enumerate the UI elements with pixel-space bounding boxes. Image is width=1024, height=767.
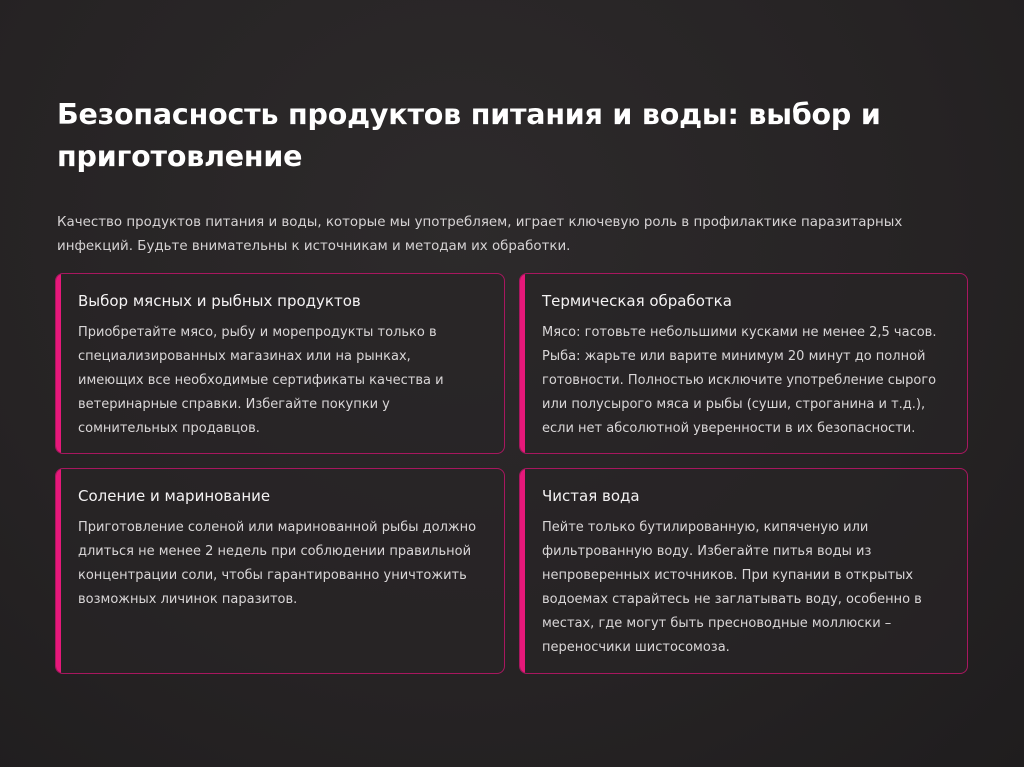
card-clean-water [519,468,968,674]
card-title: Выбор мясных и рыбных продуктов [78,292,361,310]
card-text: Приобретайте мясо, рыбу и морепродукты только в специализированных магазинах или на рынках, имеющих все необходимые сертификаты качества и ветеринарные справки. Избегайте покупки у сомнительных продавцов. [78,325,444,436]
card-title: Термическая обработка [542,292,732,310]
card-accent-bar [56,469,61,673]
card-accent-bar [520,274,525,453]
card-title: Чистая вода [542,487,640,505]
card-text: Мясо: готовьте небольшими кусками не менее 2,5 часов. Рыба: жарьте или варите минимум 20 минут до полной готовности. Полностью исключите употребление сырого или полусырого мяса и рыбы (суши, строганина и т.д.), если нет абсолютной уверенности в их безопасности. [542,325,937,436]
card-accent-bar [520,469,525,673]
card-meat-fish-selection [55,273,505,454]
page-title: Безопасность продуктов питания и воды: выбор и приготовление [57,98,881,173]
card-text: Приготовление соленой или маринованной рыбы должно длиться не менее 2 недель при соблюдении правильной концентрации соли, чтобы гарантированно уничтожить возможных личинок паразитов. [78,520,477,607]
card-heat-treatment [519,273,968,454]
card-title: Соление и маринование [78,487,271,505]
card-text: Пейте только бутилированную, кипяченую или фильтрованную воду. Избегайте питья воды из непроверенных источников. При купании в открытых водоемах старайтесь не заглатывать воду, особенно в местах, где могут быть пресноводные моллюски – переносчики шистосомоза. [542,520,922,655]
card-salting-marinating [55,468,505,674]
intro-paragraph: Качество продуктов питания и воды, которые мы употребляем, играет ключевую роль в профилактике паразитарных инфекций. Будьте внимательны к источникам и методам их обработки. [57,215,903,254]
card-accent-bar [56,274,61,453]
